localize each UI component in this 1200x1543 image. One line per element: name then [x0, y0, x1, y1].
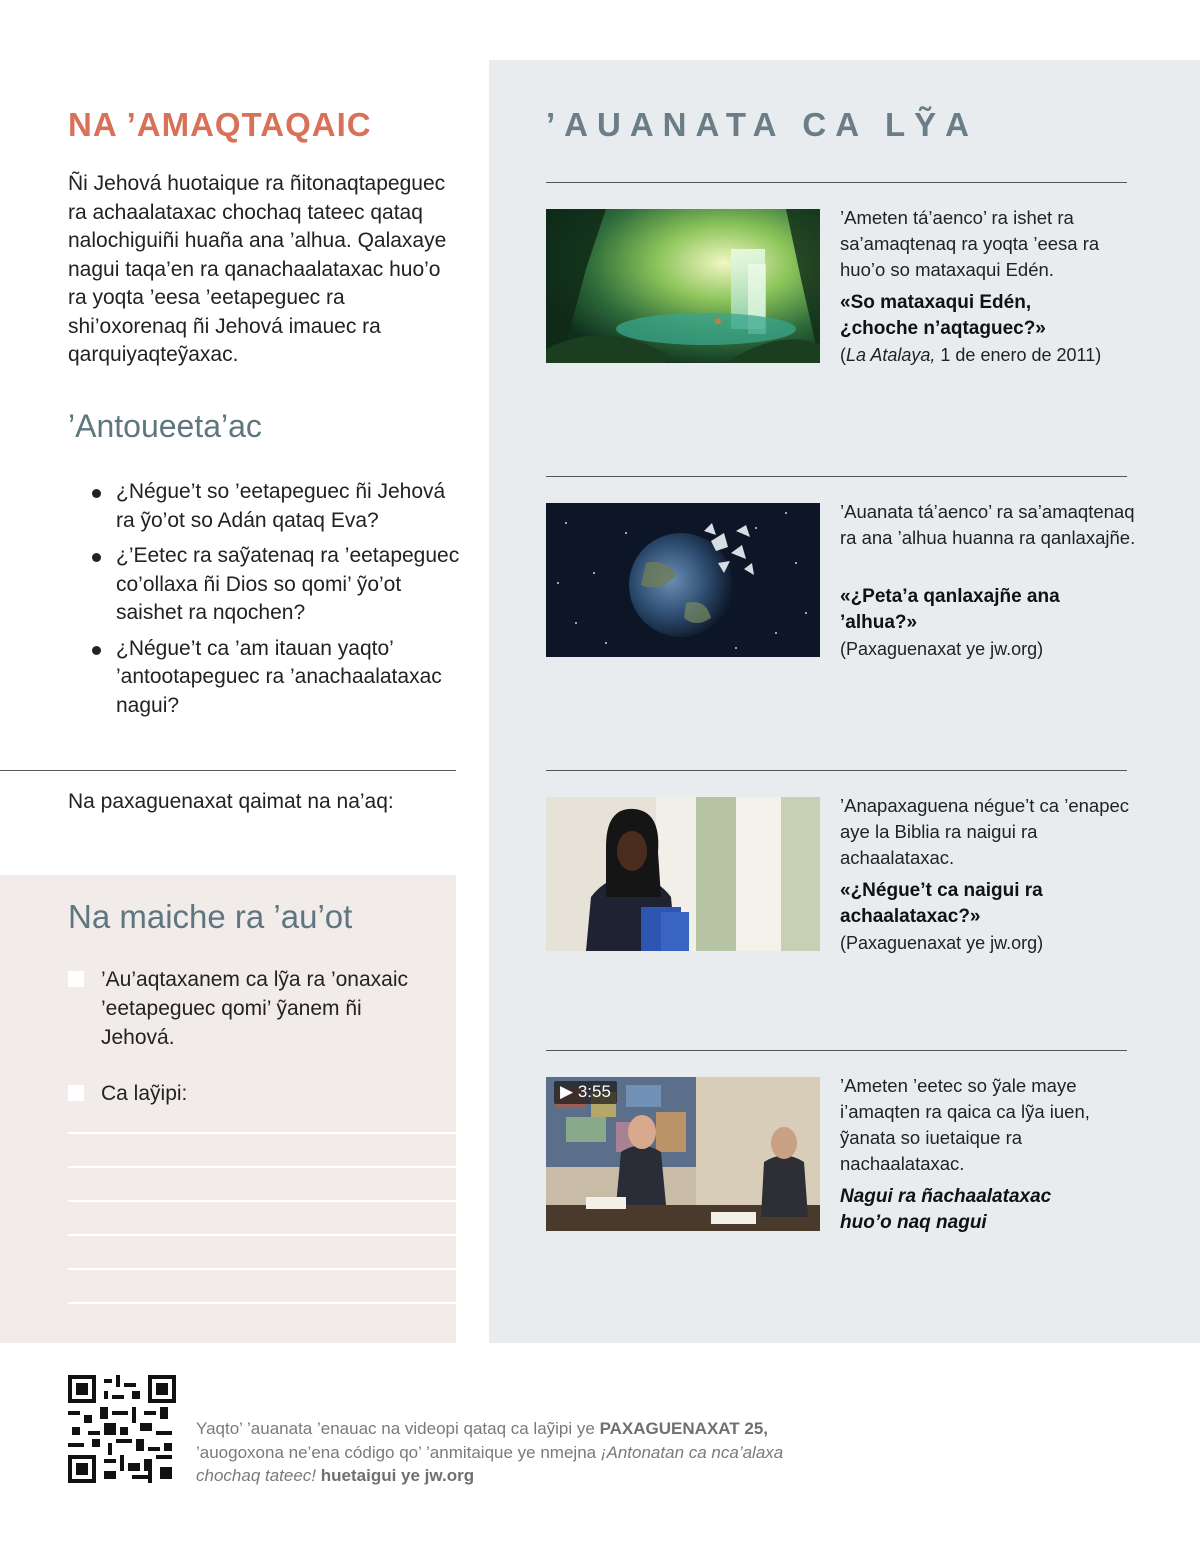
article-title[interactable]: «¿Négue’t ca naigui ra achaalataxac?» — [840, 880, 1043, 927]
summary-text: Ñi Jehová huotaique ra ñitonaqtapeguec ra achaalataxac chochaq tateec qataq nalochiguiñi huaña ana ’alhua. Qalaxaye nagui taqa’en ra qanachaalataxac huo’o ra yoqta ’eesa ’eetapeguec ra shi’oxorenaq ñi Jehová imauec ra qarquiyaqteỹaxac. — [68, 172, 447, 366]
review-questions-list — [90, 478, 460, 727]
article-description: ’Ameten tá’aenco’ ra ishet ra sa’amaqtenaq ra yoqta ’eesa ra huo’o so mataxaqui Edén. — [840, 207, 1100, 280]
men-discussing-video-thumbnail[interactable] — [546, 1077, 820, 1231]
write-line[interactable] — [68, 1200, 456, 1202]
bullet-icon — [92, 489, 101, 498]
other-checkbox[interactable] — [68, 1085, 84, 1101]
write-line[interactable] — [68, 1268, 456, 1270]
qr-code[interactable] — [68, 1375, 176, 1483]
article-divider — [546, 182, 1127, 183]
reading-label: Na paxaguenaxat qaimat na na’aq: — [68, 790, 394, 813]
write-line[interactable] — [68, 1302, 456, 1304]
bullet-icon — [92, 646, 101, 655]
article-description: ’Auanata tá’aenco’ ra sa’amaqtenaq ra ana ’alhua huanna ra qanlaxajñe. — [840, 501, 1136, 548]
article-source: (Paxaguenaxat ye jw.org) — [840, 933, 1044, 953]
write-line[interactable] — [68, 1234, 456, 1236]
explore-title: ’AUANATA CA LỸA — [546, 106, 978, 143]
summary-title: NA ’AMAQTAQAIC — [68, 106, 372, 143]
review-question: ¿Négue’t ca ’am itauan yaqto’ ’antootapeguec ra ’anachaalataxac nagui? — [90, 635, 460, 721]
write-line[interactable] — [68, 1132, 456, 1134]
goal-panel — [0, 875, 456, 1343]
review-question: ¿Négue’t so ’eetapeguec ñi Jehová ra ỹo’ot so Adán qataq Eva? — [90, 478, 460, 535]
goal-item-text: ’Au’aqtaxanem ca lỹa ra ’onaxaic ’eetapeguec qomi’ ỹanem ñi Jehová. — [101, 968, 409, 1049]
article-title[interactable]: «So mataxaqui Edén, ¿choche n’aqtaguec?» — [840, 292, 1046, 339]
article-description: ’Anapaxaguena négue’t ca ’enapec aye la Biblia ra naigui ra achaalataxac. — [840, 795, 1130, 868]
section-divider — [0, 770, 456, 771]
play-icon: ▶ — [560, 1082, 574, 1101]
article-source: (Paxaguenaxat ye jw.org) — [840, 639, 1044, 659]
video-title[interactable]: Nagui ra ñachaalataxac huo’o naq nagui — [840, 1186, 1052, 1233]
video-duration-badge: ▶ 3:55 — [554, 1081, 617, 1104]
write-line[interactable] — [68, 1166, 456, 1168]
video-description: ’Ameten ’eetec so ỹale maye i’amaqten ra qaica ca lỹa iuen, ỹanata so iuetaique ra nachaalataxac. — [840, 1075, 1090, 1174]
review-title: ’Antoueeta’ac — [68, 408, 262, 444]
article-divider — [546, 1050, 1127, 1051]
other-label: Ca laỹipi: — [101, 1082, 188, 1105]
article-title[interactable]: «¿Peta’a qanlaxajñe ana ’alhua?» — [840, 586, 1060, 633]
bullet-icon — [92, 553, 101, 562]
goal-checkbox[interactable] — [68, 971, 84, 987]
paradise-waterfall-image[interactable] — [546, 209, 820, 363]
article-source: (La Atalaya, 1 de enero de 2011) — [840, 345, 1102, 365]
goal-title: Na maiche ra ’au’ot — [68, 898, 353, 935]
woman-with-folder-image[interactable] — [546, 797, 820, 951]
article-divider — [546, 770, 1127, 771]
review-question: ¿’Eetec ra saỹatenaq ra ’eetapeguec co’ollaxa ñi Dios so qomi’ ỹo’ot saishet ra nqochen? — [90, 542, 460, 628]
article-divider — [546, 476, 1127, 477]
footer-text: Yaqto’ ’auanata ’enauac na videopi qataq ca laỹipi ye PAXAGUENAXAT 25, ’auogoxona ne’ena código qo’ ’anmitaique ye nmejna ¡Antonatan ca nca’alaxa chochaq tateec! huetaigui ye jw.org — [196, 1419, 784, 1485]
shattering-earth-image[interactable] — [546, 503, 820, 657]
